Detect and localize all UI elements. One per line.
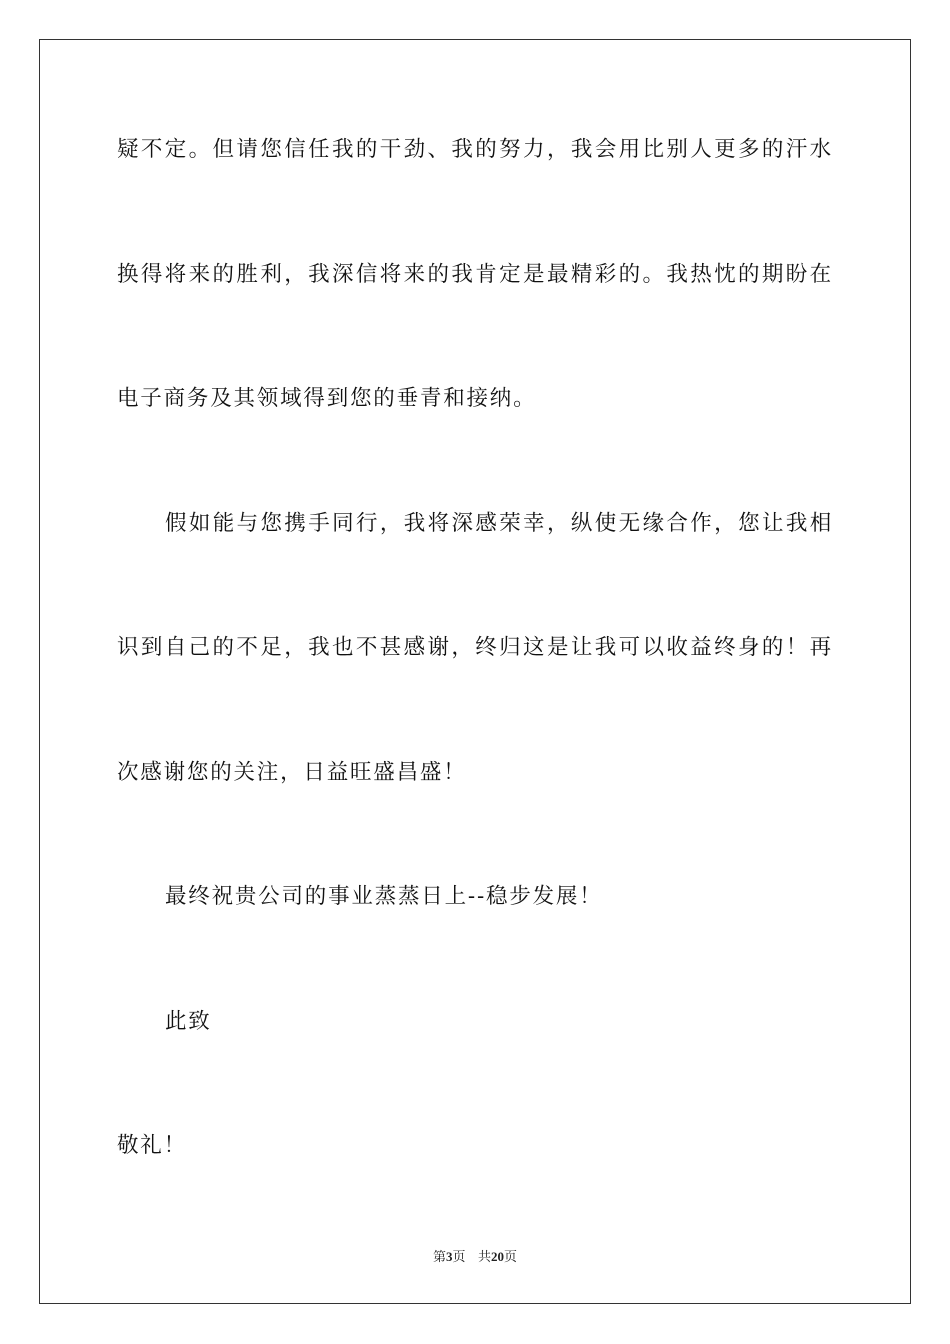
total-prefix: 共	[477, 1250, 491, 1265]
body-line-4: 假如能与您携手同行，我将深感荣幸，纵使无缘合作，您让我相	[165, 511, 833, 536]
body-line-6: 次感谢您的关注，日益旺盛昌盛！	[117, 760, 467, 785]
body-line-3: 电子商务及其领域得到您的垂青和接纳。	[117, 386, 537, 411]
page-border	[39, 39, 911, 1304]
body-line-1: 疑不定。但请您信任我的干劲、我的努力，我会用比别人更多的汗水	[117, 137, 833, 162]
closing-wish: 最终祝贵公司的事业蒸蒸日上--稳步发展！	[165, 884, 603, 909]
salutation-jing-li: 敬礼！	[117, 1133, 187, 1158]
total-suffix: 页	[503, 1250, 517, 1265]
page-number: 3	[446, 1249, 453, 1264]
salutation-ci-zhi: 此致	[165, 1009, 212, 1034]
page-footer	[0, 1248, 950, 1267]
body-line-2: 换得将来的胜利，我深信将来的我肯定是最精彩的。我热忱的期盼在	[117, 262, 833, 287]
body-line-5: 识到自己的不足，我也不甚感谢，终归这是让我可以收益终身的！再	[117, 635, 833, 660]
page-prefix: 第	[433, 1250, 447, 1265]
page-suffix: 页	[452, 1250, 466, 1265]
total-pages: 20	[490, 1249, 504, 1264]
